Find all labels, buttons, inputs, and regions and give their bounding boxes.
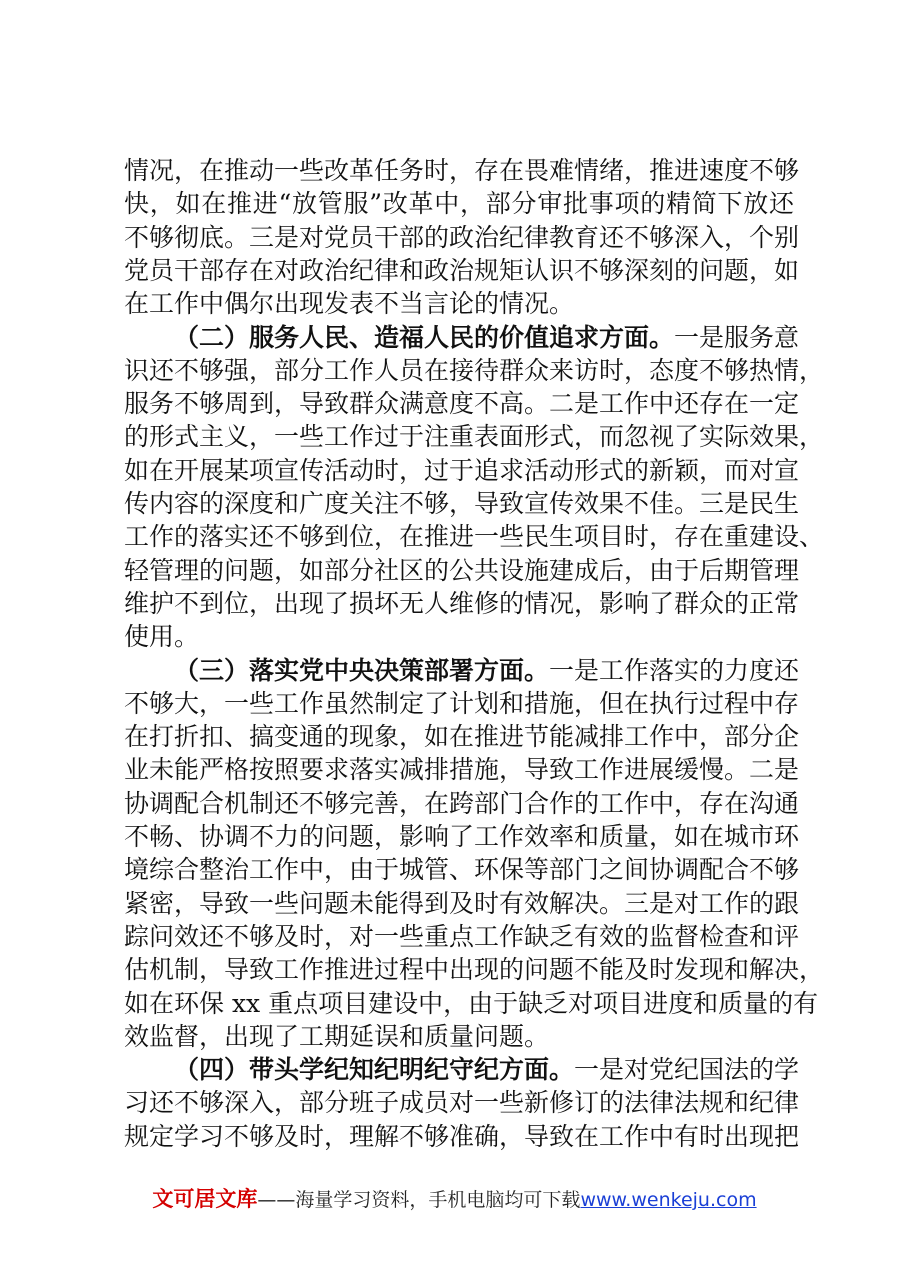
body-text-line [124, 855, 800, 885]
line-text: 紧密，导致一些问题未能得到及时有效解决。三是对工作的跟 [124, 888, 800, 918]
line-text: 如在开展某项宣传活动时，过于追求活动形式的新颖，而对宣 [124, 455, 800, 485]
section-heading-line [174, 1055, 800, 1085]
footer-url-link[interactable]: www.wenkeju.com [580, 1189, 757, 1211]
body-text-line [124, 788, 800, 819]
line-text: 情况，在推动一些改革任务时，存在畏难情绪，推进速度不够 [124, 156, 800, 185]
body-text-line [124, 422, 825, 452]
line-text: 传内容的深度和广度关注不够，导致宣传效果不佳。三是民生 [124, 489, 800, 518]
line-text: 服务不够周到，导致群众满意度不高。二是工作中还存在一定 [124, 389, 800, 419]
line-text: 不够大，一些工作虽然制定了计划和措施，但在执行过程中存 [124, 688, 800, 718]
line-text: 在工作中偶尔出现发表不当言论的情况。 [124, 289, 575, 319]
section-heading-line [174, 322, 800, 353]
line-text: 习还不够深入，部分班子成员对一些新修订的法律法规和纪律 [124, 1088, 800, 1118]
body-text-line [124, 722, 800, 752]
line-text: 效监督，出现了工期延误和质量问题。 [124, 1021, 550, 1051]
footer-banner [0, 1181, 909, 1217]
line-text: 踪问效还不够及时，对一些重点工作缺乏有效的监督检查和评 [124, 921, 800, 951]
body-text-line [124, 1022, 794, 1052]
body-text-line [124, 555, 800, 586]
body-text-line [124, 588, 800, 619]
body-text-line [124, 489, 800, 519]
line-text: 党员干部存在对政治纪律和政治规矩认识不够深刻的问题，如 [124, 255, 800, 285]
body-text-line [124, 222, 800, 253]
body-text-line [124, 888, 800, 919]
line-text: 的形式主义，一些工作过于注重表面形式，而忽视了实际效果， [124, 422, 825, 452]
body-text-line [124, 156, 800, 186]
line-text: 一是工作落实的力度还 [549, 655, 800, 685]
section-heading: （四）带头学纪知纪明纪守纪方面。 [174, 1055, 575, 1085]
body-text-line [124, 688, 800, 719]
body-text-line [124, 955, 825, 985]
body-text-line [124, 522, 825, 552]
line-text: 工作的落实还不够到位，在推进一些民生项目时，存在重建设、 [124, 522, 825, 552]
line-text: 维护不到位，出现了损坏无人维修的情况，影响了群众的正常 [124, 588, 800, 618]
line-text: 快，如在推进“放管服”改革中，部分审批事项的精简下放还 [124, 189, 794, 219]
line-text: 境综合整治工作中，由于城管、环保等部门之间协调配合不够 [124, 855, 800, 885]
body-text-line [124, 389, 800, 419]
body-text-line [124, 822, 800, 852]
line-text: 一是服务意 [674, 322, 800, 352]
line-text: 轻管理的问题，如部分社区的公共设施建成后，由于后期管理 [124, 555, 800, 585]
footer-brand: 文可居文库 [152, 1187, 258, 1211]
line-text: 使用。 [124, 622, 200, 652]
body-text-line [124, 755, 800, 785]
line-text: 一是对党纪国法的学 [574, 1055, 800, 1085]
body-text-line [124, 289, 794, 319]
footer-slogan: ——海量学习资料，手机电脑均可下载 [257, 1189, 581, 1211]
body-text-line [124, 255, 800, 286]
line-text: 估机制，导致工作推进过程中出现的问题不能及时发现和解决， [124, 955, 825, 985]
line-text: 在打折扣、搞变通的现象，如在推进节能减排工作中，部分企 [124, 722, 800, 752]
body-text-line [124, 455, 800, 486]
body-text-line [124, 1121, 800, 1152]
line-text: 业未能严格按照要求落实减排措施，导致工作进展缓慢。二是 [124, 755, 800, 785]
body-text-line [124, 622, 794, 652]
body-text-line [124, 355, 825, 386]
line-text: 规定学习不够及时，理解不够准确，导致在工作中有时出现把 [124, 1121, 800, 1151]
body-text-line [124, 988, 819, 1019]
section-heading-line [174, 655, 800, 686]
line-text: 协调配合机制还不够完善，在跨部门合作的工作中，存在沟通 [124, 788, 800, 818]
body-text-line [124, 921, 800, 952]
line-text: 不够彻底。三是对党员干部的政治纪律教育还不够深入，个别 [124, 222, 800, 252]
body-text-line [124, 1088, 800, 1118]
section-heading: （三）落实党中央决策部署方面。 [174, 655, 550, 685]
body-text-line [124, 189, 794, 219]
section-heading: （二）服务人民、造福人民的价值追求方面。 [174, 322, 675, 352]
line-text: 识还不够强，部分工作人员在接待群众来访时，态度不够热情， [124, 355, 825, 385]
line-text: 不畅、协调不力的问题，影响了工作效率和质量，如在城市环 [124, 822, 800, 851]
line-text: 如在环保 xx 重点项目建设中，由于缺乏对项目进度和质量的有 [124, 988, 819, 1018]
